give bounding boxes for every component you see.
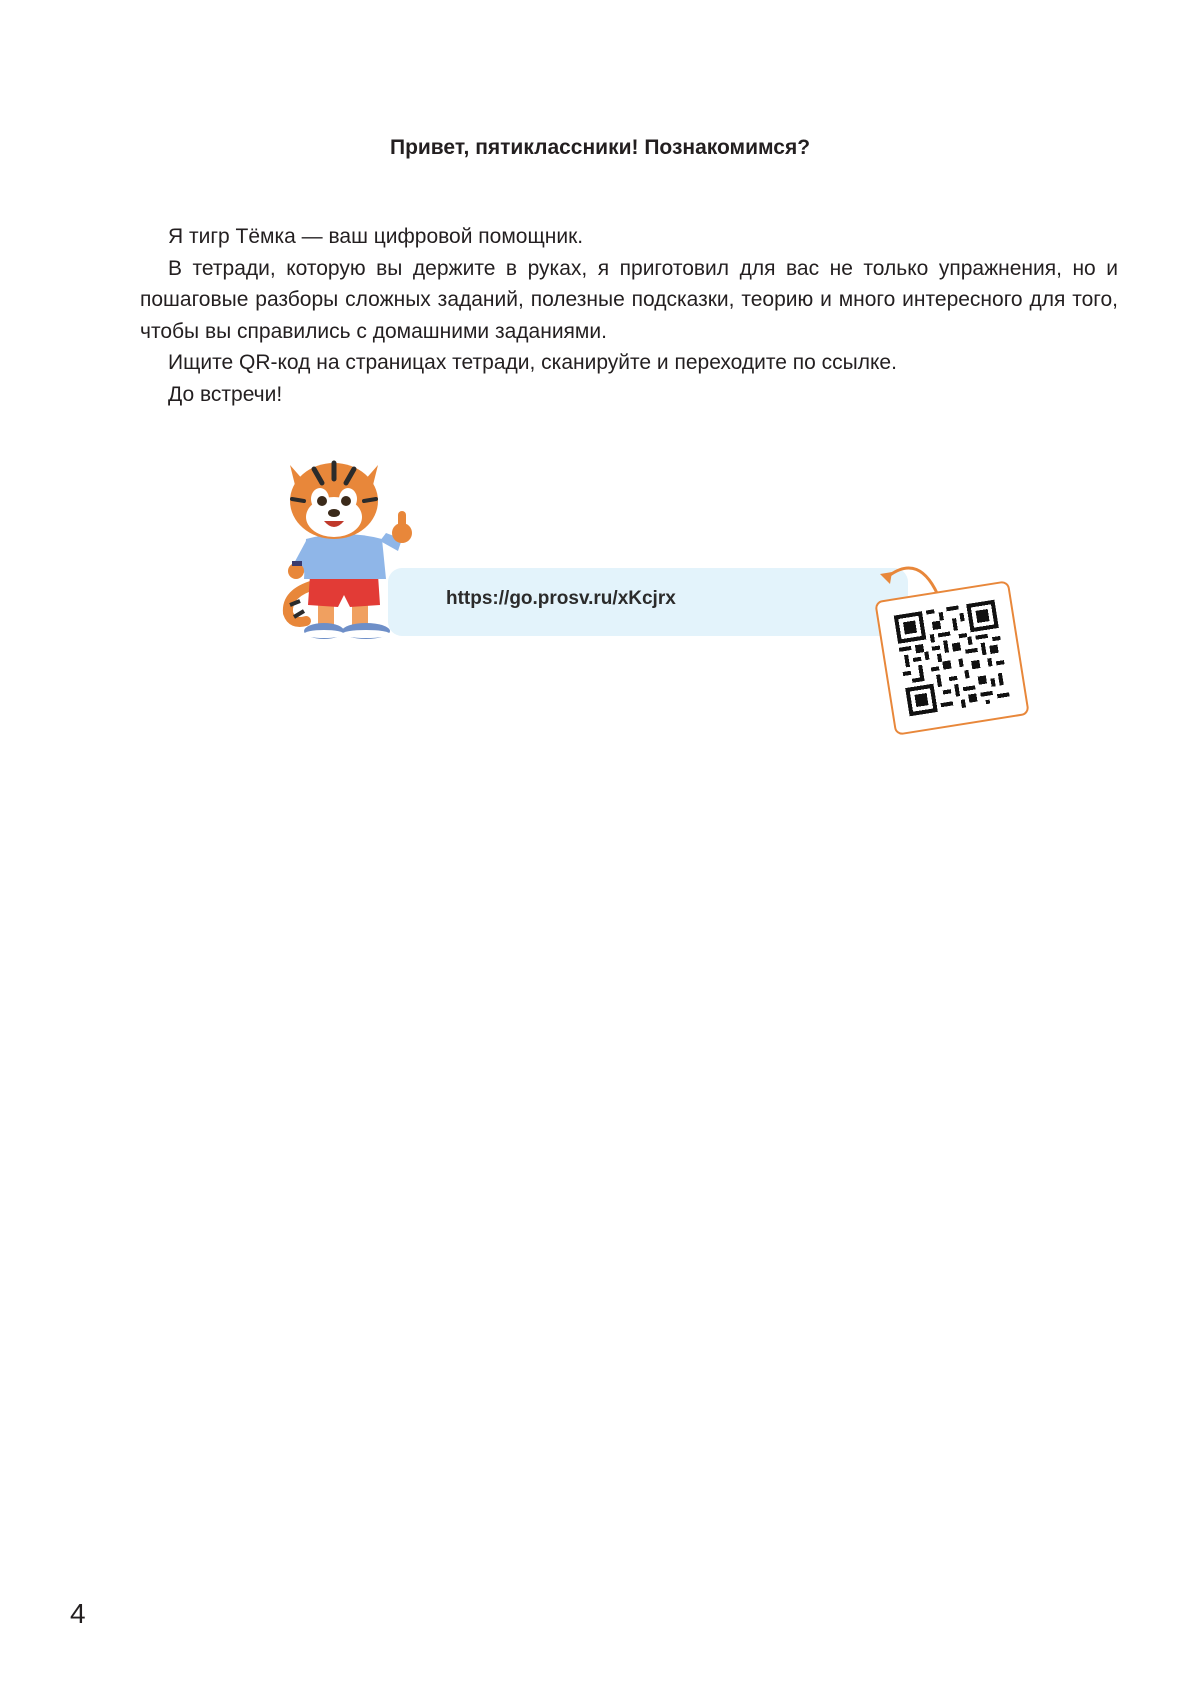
page-number: 4 <box>70 1598 86 1629</box>
tiger-mascot-icon <box>274 455 430 641</box>
paragraph: Ищите QR-код на страницах тетради, сканируйте и переходите по ссылке. <box>168 351 897 374</box>
qr-card <box>874 580 1030 736</box>
link-url[interactable]: https://go.prosv.ru/xKcjrx <box>446 588 676 609</box>
paragraph: Я тигр Тёмка — ваш цифровой помощник. <box>168 225 584 248</box>
intro-text <box>140 221 1118 410</box>
page-title: Привет, пятиклассники! Познакомимся? <box>389 136 811 159</box>
paragraph: В тетради, которую вы держите в руках, я приготовил для вас не только упражнения, но и пошаговые разборы сложных заданий, полезные подсказки, теорию и много интересного для того, чтобы вы справились с домашними заданиями. <box>140 256 1118 343</box>
qr-code-icon[interactable] <box>894 600 1011 717</box>
paragraph: До встречи! <box>168 382 283 406</box>
